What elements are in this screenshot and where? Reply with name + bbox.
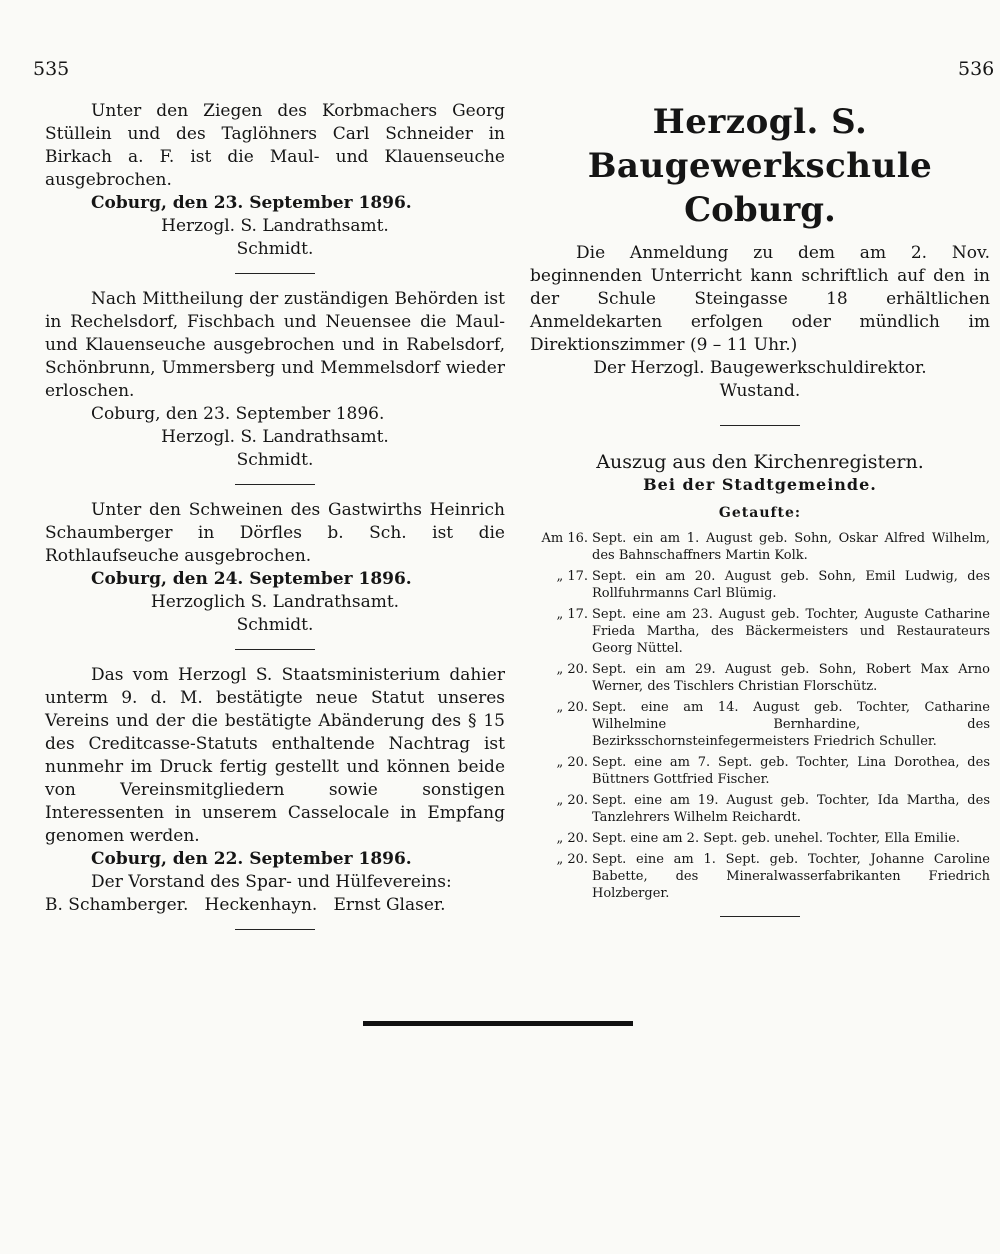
page-end-rule [363,1021,633,1026]
entry-text: Sept. ein am 1. August geb. Sohn, Oskar Alfred Wilhelm, des Bahnschaffners Martin Kolk. [592,531,990,563]
notice-savings-association [45,664,505,917]
list-item [530,851,990,902]
entry-date: „ 20. [556,793,588,808]
notice-signature: Schmidt. [236,450,314,470]
baptism-list [530,530,990,902]
notice-board: Der Vorstand des Spar- und Hülfevereins: [91,872,452,892]
entry-text: Sept. eine am 19. August geb. Tochter, Ida Martha, des Tanzlehrers Wilhelm Reichardt. [592,793,990,825]
list-item [530,530,990,564]
entry-text: Sept. eine am 1. Sept. geb. Tochter, Johanne Caroline Babette, des Mineralwasserfabrikanten Friedrich Holzberger. [592,852,990,901]
entry-date: Am 16. [541,531,588,546]
notice-date: Coburg, den 22. September 1896. [91,849,412,869]
notice-signature: Schmidt. [236,615,314,635]
notice-text: Unter den Schweinen des Gastwirths Heinrich Schaumberger in Dörfles b. Sch. ist die Rothlaufseuche ausgebrochen. [45,500,505,566]
entry-text: Sept. eine am 2. Sept. geb. unehel. Tochter, Ella Emilie. [592,831,961,846]
register-subheading: Bei der Stadtgemeinde. [643,475,877,494]
right-column [530,100,990,931]
notice-date: Coburg, den 23. September 1896. [91,404,385,424]
register-section: Getaufte: [718,505,802,521]
notice-goat-disease [45,100,505,261]
divider [235,273,315,274]
entry-text: Sept. eine am 7. Sept. geb. Tochter, Lina Dorothea, des Büttners Gottfried Fischer. [592,755,990,787]
notice-text: Nach Mittheilung der zuständigen Behörden ist in Rechelsdorf, Fischbach und Neuensee die Maul- und Klauenseuche ausgebrochen und in Rabelsdorf, Schönbrunn, Ummersberg und Memmelsdorf wieder erloschen. [45,289,505,401]
page-number-right: 536 [958,58,995,80]
page-number-left: 535 [33,58,70,80]
entry-date: „ 17. [556,569,588,584]
notice-authorities [45,288,505,472]
divider [720,425,800,426]
divider [235,649,315,650]
list-item [530,699,990,750]
list-item [530,606,990,657]
entry-date: „ 20. [556,662,588,677]
notice-text: Das vom Herzogl S. Staatsministerium dahier unterm 9. d. M. bestätigte neue Statut unseres Vereins und der die bestätigte Abänderung des § 15 des Creditcasse-Statuts enthaltende Nachtrag ist nunmehr im Druck fertig gestellt und können beide von Vereinsmitgliedern sowie sonstigen Interessenten in unserem Casselocale in Empfang genomen werden. [45,665,505,846]
notice-office: Herzoglich S. Landrathsamt. [150,592,400,612]
left-column [45,100,505,944]
entry-date: „ 20. [556,755,588,770]
register-heading: Auszug aus den Kirchenregistern. [596,451,924,473]
school-notice-text: Die Anmeldung zu dem am 2. Nov. beginnenden Unterricht kann schriftlich auf den in der Schule Steingasse 18 erhältlichen Anmeldekarten erfolgen oder mündlich im Direktionszimmer (9 – 11 Uhr.) [530,243,990,355]
entry-date: „ 20. [556,831,588,846]
entry-text: Sept. eine am 23. August geb. Tochter, Auguste Catharine Frieda Martha, des Bäckermeisters und Restaurateurs Georg Nüttel. [592,607,990,656]
school-director: Der Herzogl. Baugewerkschuldirektor. [593,358,927,378]
list-item [530,792,990,826]
list-item [530,661,990,695]
notice-signatures: B. Schamberger. Heckenhayn. Ernst Glaser. [45,895,446,915]
school-city: Coburg. [684,190,836,230]
divider [235,929,315,930]
notice-office: Herzogl. S. Landrathsamt. [161,427,389,447]
school-title: Herzogl. S. Baugewerkschule [587,102,933,186]
entry-text: Sept. ein am 20. August geb. Sohn, Emil Ludwig, des Rollfuhrmanns Carl Blümig. [592,569,990,601]
notice-office: Herzogl. S. Landrathsamt. [161,216,389,236]
divider [235,484,315,485]
divider [720,916,800,917]
notice-swine-disease [45,499,505,637]
notice-date: Coburg, den 23. September 1896. [91,193,412,213]
entry-date: „ 20. [556,852,588,867]
notice-text: Unter den Ziegen des Korbmachers Georg Stüllein und des Taglöhners Carl Schneider in Birkach a. F. ist die Maul- und Klauenseuche ausgebrochen. [45,101,505,190]
entry-date: „ 20. [556,700,588,715]
list-item [530,830,990,847]
notice-signature: Schmidt. [236,239,314,259]
entry-date: „ 17. [556,607,588,622]
entry-text: Sept. ein am 29. August geb. Sohn, Robert Max Arno Werner, des Tischlers Christian Florschütz. [592,662,990,694]
school-signature: Wustand. [719,381,801,401]
notice-date: Coburg, den 24. September 1896. [91,569,412,589]
list-item [530,754,990,788]
entry-text: Sept. eine am 14. August geb. Tochter, Catharine Wilhelmine Bernhardine, des Bezirksschornsteinfegermeisters Friedrich Schuller. [592,700,990,749]
list-item [530,568,990,602]
